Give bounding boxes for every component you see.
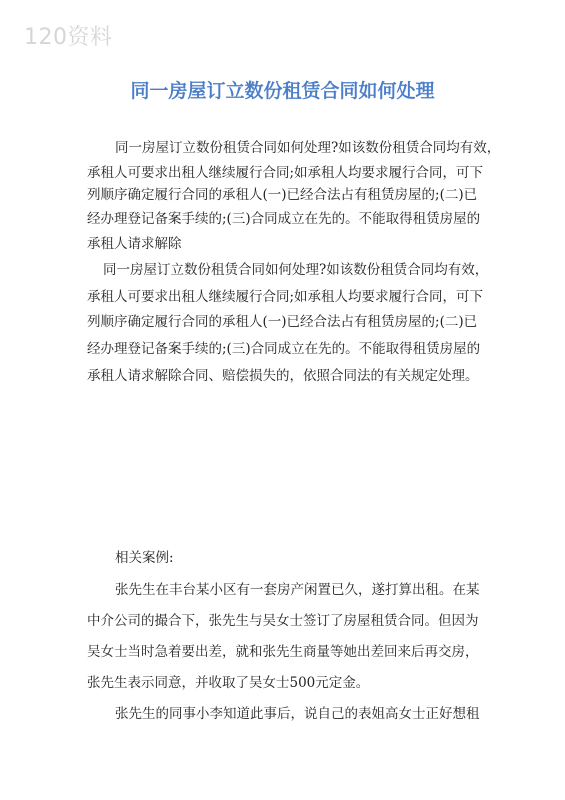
text-line: 张先生的同事小李知道此事后，说自己的表姐高女士正好想租 xyxy=(115,706,480,722)
text-line: 同一房屋订立数份租赁合同如何处理?如该数份租赁合同均有效， xyxy=(115,140,501,156)
text-line: 中介公司的撮合下，张先生与吴女士签订了房屋租赁合同。但因为 xyxy=(87,613,479,629)
text-line: 同一房屋订立数份租赁合同如何处理?如该数份租赁合同均有效， xyxy=(103,262,489,278)
text-line: 张先生在丰台某小区有一套房产闲置已久，遂打算出租。在某 xyxy=(115,582,480,598)
text-line: 承租人可要求出租人继续履行合同;如承租人均要求履行合同，可下 xyxy=(87,165,484,181)
text-line: 张先生表示同意，并收取了吴女士500元定金。 xyxy=(87,675,370,691)
text-line: 列顺序确定履行合同的承租人(一)已经合法占有租赁房屋的;(二)已 xyxy=(87,187,478,203)
text-line: 承租人请求解除 xyxy=(87,236,182,252)
case-heading: 相关案例: xyxy=(115,550,174,566)
text-line: 经办理登记备案手续的;(三)合同成立在先的。不能取得租赁房屋的 xyxy=(87,341,481,357)
text-line: 列顺序确定履行合同的承租人(一)已经合法占有租赁房屋的;(二)已 xyxy=(87,314,478,330)
text-line: 承租人请求解除合同、赔偿损失的，依照合同法的有关规定处理。 xyxy=(87,368,479,384)
document-title: 同一房屋订立数份租赁合同如何处理 xyxy=(130,80,435,102)
text-line: 吴女士当时急着要出差，就和张先生商量等她出差回来后再交房， xyxy=(87,644,479,660)
watermark: 120资料 xyxy=(24,25,113,50)
text-line: 经办理登记备案手续的;(三)合同成立在先的。不能取得租赁房屋的 xyxy=(87,211,481,227)
text-line: 承租人可要求出租人继续履行合同;如承租人均要求履行合同，可下 xyxy=(87,289,484,305)
